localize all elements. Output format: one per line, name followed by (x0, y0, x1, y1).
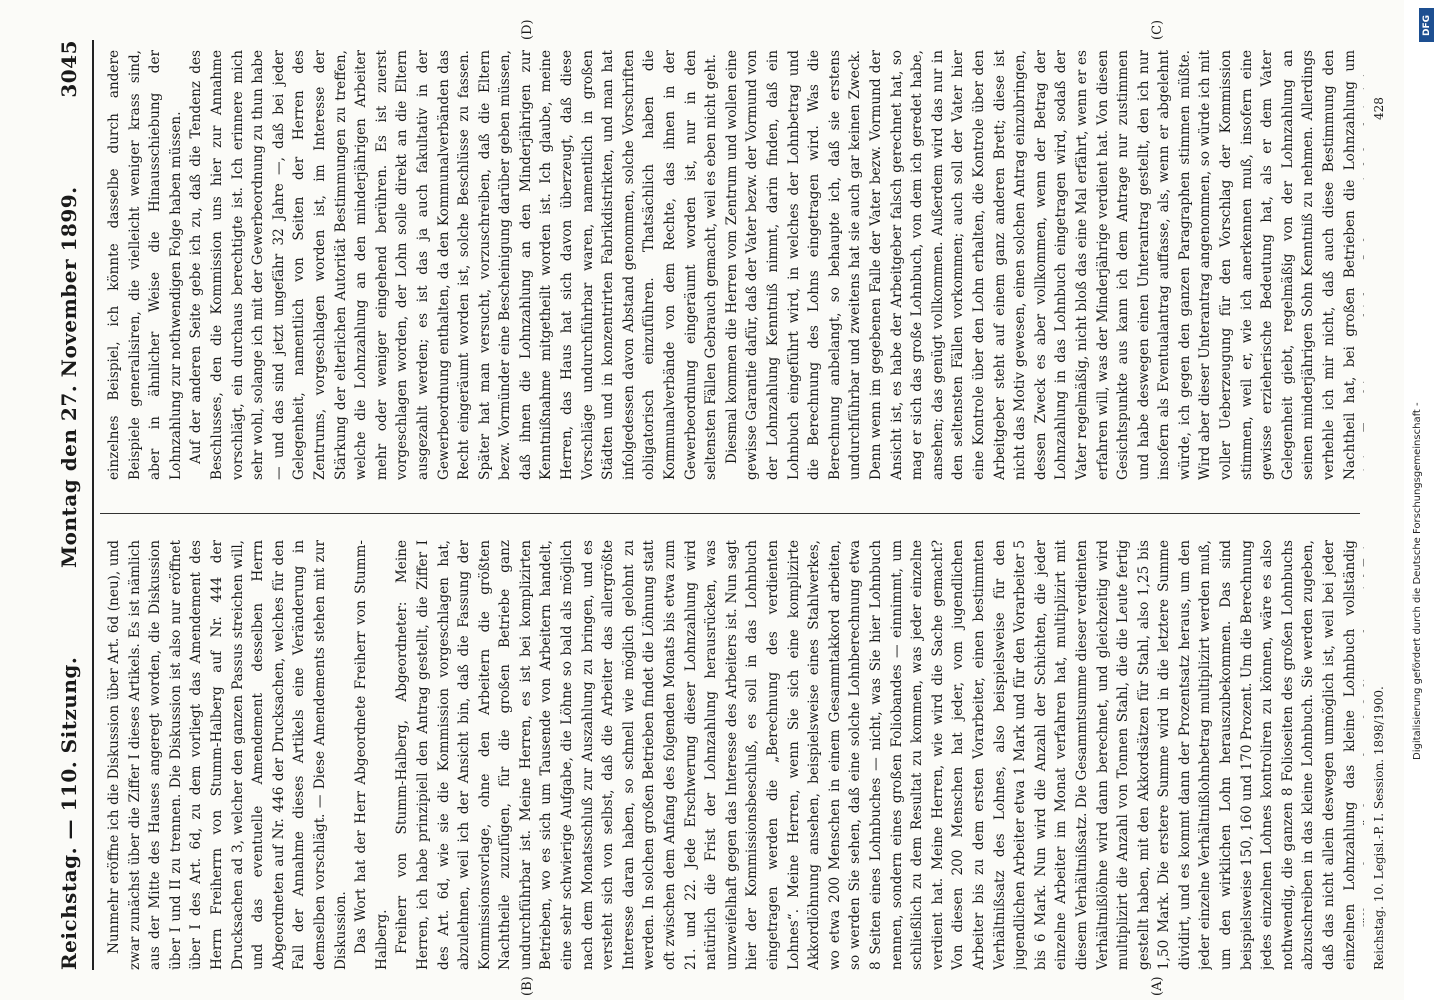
page-number: 3045 (57, 40, 81, 98)
right-column (104, 50, 1364, 480)
margin-marker-c: (C) (1150, 19, 1165, 40)
header-date: Montag den 27. November 1899. (57, 186, 81, 568)
dfg-sidebar-label: Digitalisierung gefördert durch die Deutsche Forschungsgemeinschaft - (1412, 402, 1423, 760)
dfg-logo-icon: DFG (1419, 8, 1434, 42)
right-paragraph: Auf der anderen Seite gebe ich zu, daß die Tendenz des Beschlusses, den die Kommission uns hier zur Annahme vorschlägt, ein durchaus berechtigte ist. Ich erinnere mich sehr wohl, solange ich mit der Gewerbeordnung zu thun habe — und das sind jetzt ungefähr 32 Jahre —, daß bei jeder Gelegenheit, namentlich von Seiten der Herren des Zentrums, vorgeschlagen worden ist, im Interesse der Stärkung der elterlichen Autorität Bestimmungen zu treffen, welche die Lohnzahlung an den minderjährigen Arbeiter mehr oder weniger eingehend berühren. Es ist zuerst vorgeschlagen worden, der Lohn solle direkt an die Eltern ausgezahlt werden; es ist das ja auch fakultativ in der Gewerbeordnung enthalten, da den Kommunalverbänden das Recht eingeräumt worden ist, solche Beschlüsse zu fassen. Später hat man versucht, vorzuschreiben, daß die Eltern bezw. Vormünder eine Bescheinigung darüber geben müssen, daß ihnen die Lohnzahlung an den Minderjährigen zur Kenntnißnahme mitgetheilt worden ist. Ich glaube, meine Herren, das Haus hat sich davon überzeugt, daß diese Vorschläge undurchführbar waren, namentlich in großen Städten und in konzentrirten Fabrikdistrikten, und man hat infolgedessen davon Abstand genommen, solche Vorschriften obligatorisch einzuführen. Thatsächlich haben die Kommunalverbände von dem Rechte, das ihnen in der Gewerbeordnung eingeräumt worden ist, nur in den seltensten Fällen Gebrauch gemacht, weil es eben nicht geht. (188, 50, 720, 480)
column-divider (100, 513, 1360, 514)
page-header (52, 40, 86, 970)
margin-marker-a: (A) (1150, 976, 1165, 996)
header-left: Reichstag. — 110. Sitzung. (57, 656, 81, 970)
margin-marker-d: (D) (520, 19, 535, 40)
right-paragraph: einzelnes Beispiel, ich könnte dasselbe durch andere Beispiele generalisiren, die vielleicht weniger krass sind, aber in ähnlicher Weise die Hinausschiebung der Lohnzahlung zur nothwendigen Folge haben müssen. (106, 50, 184, 480)
page-footer: Reichstag. 10. Legisl.-P. I. Session. 1898/1900. (1372, 686, 1386, 970)
right-paragraph: Diesmal kommen die Herren vom Zentrum und wollen eine gewisse Garantie dafür, daß der Vater bezw. der Vormund von der Lohnzahlung Kenntniß nimmt, darin finden, daß ein Lohnbuch eingeführt wird, in welches der Lohnbetrag und die Berechnung des Lohns eingetragen wird. Was die Berechnung anbelangt, so behaupte ich, daß sie erstens undurchführbar und zweitens hat sie auch gar keinen Zweck. Denn wenn im gegebenen Falle der Vater bezw. Vormund der Ansicht ist, es habe der Arbeitgeber falsch gerechnet hat, so mag er sich das große Lohnbuch, von dem ich geredet habe, ansehen; das genügt vollkommen. Außerdem wird das nur in den seltensten Fällen vorkommen; auch soll der Vater hier eine Kontrole über den Lohn erhalten, die Kontrole über den Arbeitgeber steht auf einem ganz anderen Brett; diese ist nicht das Motiv gewesen, einen solchen Antrag einzubringen, dessen Zweck es aber vollkommen, wenn der Betrag der Lohnzahlung in das Lohnbuch eingetragen wird, sodaß der Vater regelmäßig, nicht bloß das eine Mal erfährt, wenn er es erfahren will, was der Minderjährige verdient hat. Von diesen Gesichtspunkte aus kann ich dem Antrage nur zustimmen und habe deswegen einen Unterantrag gestellt, den ich nur insofern als Eventualantrag auffasse, als, wenn er abgelehnt würde, ich gegen den ganzen Paragraphen stimmen müßte. Wird aber dieser Unterantrag angenommen, so würde ich mit voller Ueberzeugung für den Vorschlag der Kommission stimmen, weil er, wie ich anerkennen muß, insofern eine gewisse erzieherische Bedeutung hat, als er dem Vater Gelegenheit giebt, regelmäßig von der Lohnzahlung an seinen minderjährigen Sohn Kenntniß zu nehmen. Allerdings verhehle ich mir nicht, daß auch diese Bestimmung den Nachtheil hat, bei großen Betrieben die Lohnzahlung um (723, 50, 1358, 480)
left-paragraph: Freiherr von Stumm-Halberg, Abgeordneter: Meine Herren, ich habe prinzipiell den Antrag gestellt, die Ziffer I des Art. 6d, wie sie die Kommission vorgeschlagen hat, abzulehnen, weil ich der Ansicht bin, daß die Fassung der Kommissionsvorlage, ohne den Arbeitern die größten Nachtheile zuzufügen, für die großen Betriebe ganz undurchführbar ist. Meine Herren, es ist bei komplizirten Betrieben, wo es sich um Tausende von Arbeitern handelt, eine sehr schwierige Aufgabe, die Löhne so bald als möglich nach dem Monatsschluß zur Auszahlung zu bringen, und es versteht sich von selbst, daß die Arbeiter das allergrößte Interesse daran haben, so schnell wie möglich gelohnt zu werden. In solchen großen Betrieben findet die Löhnung statt oft zwischen dem Anfang des folgenden Monats bis etwa zum 21. und 22. Jede Erschwerung dieser Lohnzahlung wird natürlich die Frist der Lohnzahlung herausrücken, was unzweifelhaft gegen das Interesse des Arbeiters ist. Nun sagt hier der Kommissionsbeschluß, es soll in das Lohnbuch eingetragen werden die „Berechnung des verdienten Lohnes“. Meine Herren, wenn Sie sich eine komplizirte Akkordlöhnung ansehen, beispielsweise eines Stahlwerkes, wo etwa 200 Menschen in einem Gesammtakkord arbeiten, so werden Sie sehen, daß eine solche Lohnberechnung etwa 8 Seiten eines Lohnbuches — nicht, was Sie hier Lohnbuch nennen, sondern eines großen Foliobandes — einnimmt, um schließlich zu dem Resultat zu kommen, was jeder einzelne verdient hat. Meine Herren, wie wird die Sache gemacht? Von diesen 200 Menschen hat jeder, vom jugendlichen Arbeiter bis zu dem ersten Vorarbeiter, einen bestimmten Verhältnißsatz des Lohnes, also beispielsweise für den jugendlichen Arbeiter etwa 1 Mark und für den Vorarbeiter 5 bis 6 Mark. Nun wird die Anzahl der Schichten, die jeder einzelne Arbeiter im Monat verfahren hat, multiplizirt mit diesem Verhältnißsatz. Die Gesammtsumme dieser verdienten Verhältnißlöhne wird dann berechnet, und gleichzeitig wird multiplizirt die Anzahl von Tonnen Stahl, die die Leute fertig gestellt haben, mit den Akkordsätzen für Stahl, also 1,25 bis 1,50 Mark. Die erstere Summe wird in die letztere Summe dividirt, und es kommt dann der Prozentsatz heraus, um den jeder einzelne Verhältnißlohnbetrag multiplizirt werden muß, um den wirklichen Lohn herauszubekommen. Das sind beispielsweise 150, 160 und 170 Prozent. Um die Berechnung jedes einzelnen Lohnes kontroliren zu können, wäre es also nothwendig, die ganzen 8 Folioseiten des großen Lohnbuchs abzuschreiben in das kleine Lohnbuch. Sie werden zugeben, daß das nicht allein deswegen unmöglich ist, weil bei jeder einzelnen Lohnzahlung das kleine Lohnbuch vollständig (394, 540, 1358, 970)
header-rule (92, 40, 94, 970)
left-paragraph: Das Wort hat der Herr Abgeordnete Freiherr von Stumm-Halberg. (353, 540, 390, 970)
margin-marker-b: (B) (520, 976, 535, 996)
left-column (104, 540, 1364, 970)
page-code: 428 (1372, 97, 1386, 120)
left-paragraph: Nunmehr eröffne ich die Diskussion über Art. 6d (neu), und zwar zunächst über die Ziffer I dieses Artikels. Es ist nämlich aus der Mitte des Hauses angeregt worden, die Diskussion über I und II zu trennen. Die Diskussion ist also nur eröffnet über I des Art. 6d, zu dem vorliegt das Amendement des Herrn Freiherrn von Stumm-Halberg auf Nr. 444 der Drucksachen ad 3, welcher den ganzen Passus streichen will, und das eventuelle Amendement desselben Herrn Abgeordneten auf Nr. 446 der Drucksachen, welches für den Fall der Annahme dieses Artikels eine Veränderung in demselben vorschlägt. — Diese Amendements stehen mit zur Diskussion. (106, 540, 349, 970)
